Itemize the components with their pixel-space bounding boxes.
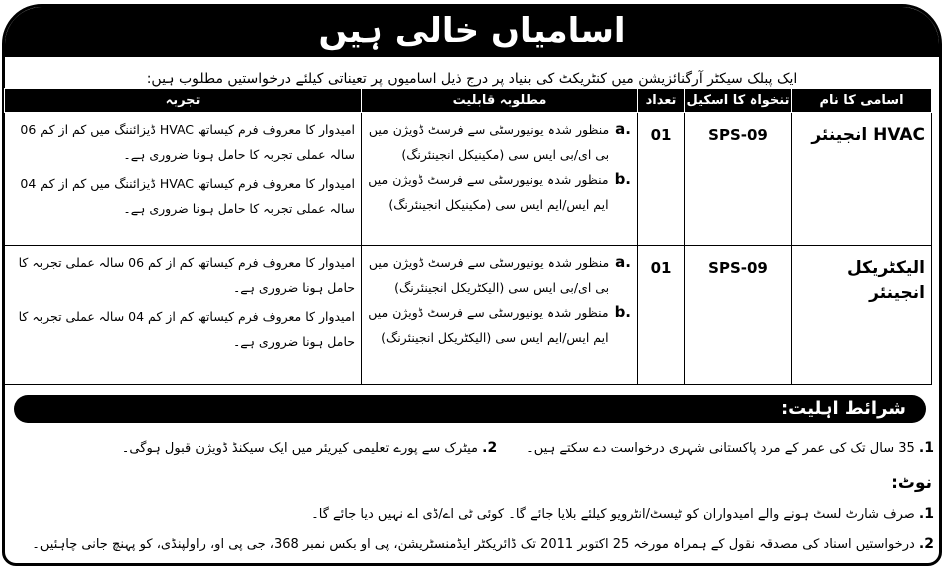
qualification-cell: [362, 113, 638, 246]
qual-label: a.: [615, 253, 631, 271]
experience-text: امیدوار کا معروف فرم کیساتھ HVAC ڈیزائننگ میں کم از کم 06 سالہ عملی تجربہ کا حامل ہونا ضروری ہے۔: [20, 122, 355, 162]
qual-text: منظور شدہ یونیورسٹی سے فرسٹ ڈویژن میں ایم ایس/ایم ایس سی (الیکٹریکل انجینئرنگ): [368, 305, 609, 345]
qualification-cell: [362, 246, 638, 385]
item-number: 1.: [918, 506, 934, 522]
eligibility-items: [122, 440, 934, 456]
header-qualification: مطلوبہ قابلیت: [362, 89, 638, 113]
experience-text: امیدوار کا معروف فرم کیساتھ کم از کم 04 سالہ عملی تجربہ کا حامل ہونا ضروری ہے۔: [18, 309, 355, 349]
item-number: 2.: [918, 536, 934, 552]
post-name: HVAC انجینئر: [792, 113, 932, 246]
pay-scale: SPS-09: [685, 246, 792, 385]
qual-label: b.: [614, 303, 631, 321]
post-count: 01: [638, 113, 685, 246]
eligibility-heading: شرائط اہلیت:: [14, 395, 926, 423]
eligibility-item: میٹرک سے پورے تعلیمی کیریئر میں ایک سیکنڈ ڈویژن قبول ہوگی۔: [121, 441, 479, 456]
pay-scale: SPS-09: [685, 113, 792, 246]
qual-text: منظور شدہ یونیورسٹی سے فرسٹ ڈویژن میں ایم ایس/ایم ایس سی (مکینیکل انجینئرنگ): [368, 172, 609, 212]
header-experience: تجربہ: [5, 89, 362, 113]
note-text: صرف شارٹ لسٹ ہونے والے امیدواران کو ٹیسٹ/انٹرویو کیلئے بلایا جائے گا۔ کوئی ٹی اے/ڈی اے نہیں دیا جائے گا۔: [311, 507, 915, 522]
header-scale: تنخواہ کا اسکیل: [685, 89, 792, 113]
ad-title: اسامیاں خالی ہیں: [5, 7, 939, 57]
qual-text: منظور شدہ یونیورسٹی سے فرسٹ ڈویژن میں بی ای/بی ایس سی (الیکٹریکل انجینئرنگ): [368, 255, 610, 295]
table-row: [5, 246, 932, 385]
header-count: تعداد: [638, 89, 685, 113]
qual-text: منظور شدہ یونیورسٹی سے فرسٹ ڈویژن میں بی ای/بی ایس سی (مکینیکل انجینئرنگ): [368, 122, 610, 162]
header-name: اسامی کا نام: [792, 89, 932, 113]
table-header: [5, 89, 932, 113]
note-text: درخواستیں اسناد کی مصدقہ نقول کے ہمراہ مورخہ 25 اکتوبر 2011 تک ڈائریکٹر ایڈمنسٹریشن، پی او بکس نمبر 368، جی پی او، راولپنڈی، کو پہنچ جانی چاہئیں۔: [32, 537, 915, 552]
experience-cell: [5, 246, 362, 385]
intro-text: ایک پبلک سیکٹر آرگنائزیشن میں کنٹریکٹ کی بنیاد پر درج ذیل اسامیوں پر تعیناتی کیلئے درخواستیں مطلوب ہیں:: [146, 71, 798, 87]
note-item: [32, 536, 934, 552]
qual-label: b.: [614, 170, 631, 188]
experience-cell: [5, 113, 362, 246]
note-item: [311, 506, 934, 522]
vacancies-table: [4, 88, 932, 385]
item-number: 1.: [918, 440, 934, 456]
table-row: [5, 113, 932, 246]
experience-text: امیدوار کا معروف فرم کیساتھ کم از کم 06 سالہ عملی تجربہ کا حامل ہونا ضروری ہے۔: [18, 255, 355, 295]
note-heading: نوٹ:: [891, 473, 932, 493]
eligibility-item: 35 سال تک کی عمر کے مرد پاکستانی شہری درخواست دے سکتے ہیں۔: [526, 441, 915, 456]
item-number: 2.: [482, 440, 498, 456]
post-count: 01: [638, 246, 685, 385]
experience-text: امیدوار کا معروف فرم کیساتھ HVAC ڈیزائننگ میں کم از کم 04 سالہ عملی تجربہ کا حامل ہونا ضروری ہے۔: [20, 176, 355, 216]
qual-label: a.: [615, 120, 631, 138]
post-name: الیکٹریکل انجینئر: [792, 246, 932, 385]
